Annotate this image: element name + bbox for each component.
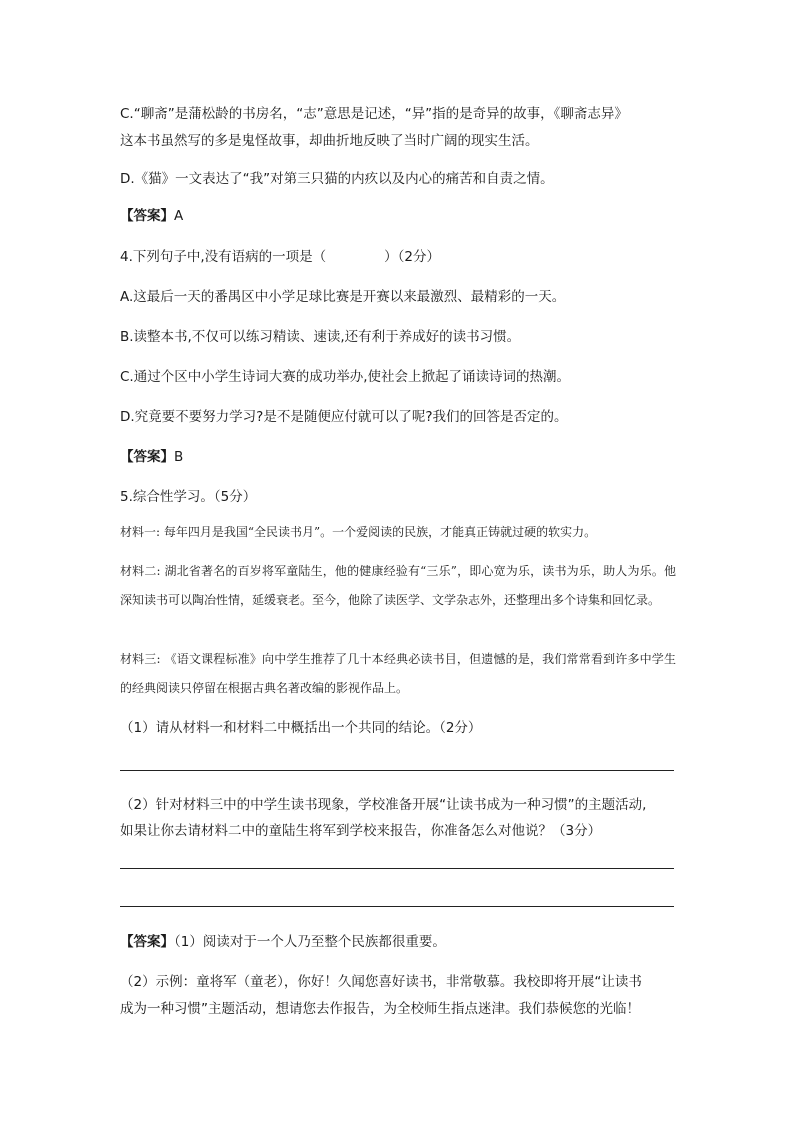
answer-value: A xyxy=(174,208,184,224)
q5-material-2: 材料二: 湖北省著名的百岁将军童陆生，他的健康经验有“三乐”，即心宽为乐，读书为乐，助人为乐。他深知读书可以陶冶性情，延缓衰老。至今，他除了读医学、文学杂志外，还整理出多个诗集和回忆录。 xyxy=(120,564,676,607)
q5-sub-question-2-line2: 如果让你去请材料二中的童陆生将军到学校来报告，你准备怎么对他说？（3分） xyxy=(120,823,602,839)
q4-option-d: D.究竟要不要努力学习?是不是随便应付就可以了呢?我们的回答是否定的。 xyxy=(120,409,568,425)
q4-answer xyxy=(120,448,680,466)
q4-stem xyxy=(120,248,680,266)
q3-answer xyxy=(120,207,680,225)
q5-material-1: 材料一: 每年四月是我国“全民读书月”。一个爱阅读的民族，才能真正铸就过硬的软实力。 xyxy=(120,525,597,539)
q3-option-c-line1: C.“聊斋”是蒲松龄的书房名，“志”意思是记述，“异”指的是奇异的故事，《聊斋志异》 xyxy=(120,106,628,122)
q5-answer-1 xyxy=(120,933,680,951)
q5-sub-question-1: （1）请从材料一和材料二中概括出一个共同的结论。（2分） xyxy=(120,720,482,736)
answer-tag: 【答案】 xyxy=(120,208,174,224)
q5-sub-question-2-line1: （2）针对材料三中的中学生读书现象，学校准备开展“让读书成为一种习惯”的主题活动, xyxy=(120,797,647,813)
answer-tag: 【答案】 xyxy=(120,934,174,950)
q5-material-3: 材料三: 《语文课程标准》向中学生推荐了几十本经典必读书目，但遗憾的是，我们常常看到许多中学生的经典阅读只停留在根据古典名著改编的影视作品上。 xyxy=(120,652,676,695)
q5-answer-2-line2: 成为一种习惯”主题活动，想请您去作报告，为全校师生指点迷津。我们恭候您的光临！ xyxy=(120,1001,640,1017)
q4-stem-before: 4.下列句子中,没有语病的一项是（ xyxy=(120,249,327,265)
q3-option-d: D.《猫》一文表达了“我”对第三只猫的内疚以及内心的痛苦和自责之情。 xyxy=(120,171,554,187)
answer-line xyxy=(120,868,674,869)
answer-line xyxy=(120,770,674,771)
answer-tag: 【答案】 xyxy=(120,449,174,465)
q4-option-c: C.通过个区中小学生诗词大赛的成功举办,使社会上掀起了诵读诗词的热潮。 xyxy=(120,369,571,385)
q5-stem: 5.综合性学习。（5分） xyxy=(120,489,257,505)
answer-value: B xyxy=(174,449,184,465)
q5-answer-2-line1: （2）示例：童将军（童老），你好！久闻您喜好读书，非常敬慕。我校即将开展“让读书 xyxy=(120,974,642,990)
q4-option-a: A.这最后一天的番禺区中小学足球比赛是开赛以来最激烈、最精彩的一天。 xyxy=(120,289,566,305)
answer-value: （1）阅读对于一个人乃至整个民族都很重要。 xyxy=(174,934,446,950)
q4-option-b: B.读整本书,不仅可以练习精读、速读,还有利于养成好的读书习惯。 xyxy=(120,329,521,345)
q4-stem-after: ）（2分） xyxy=(384,249,441,265)
answer-line xyxy=(120,906,674,907)
q3-option-c-line2: 这本书虽然写的多是鬼怪故事，却曲折地反映了当时广阔的现实生活。 xyxy=(120,133,539,149)
